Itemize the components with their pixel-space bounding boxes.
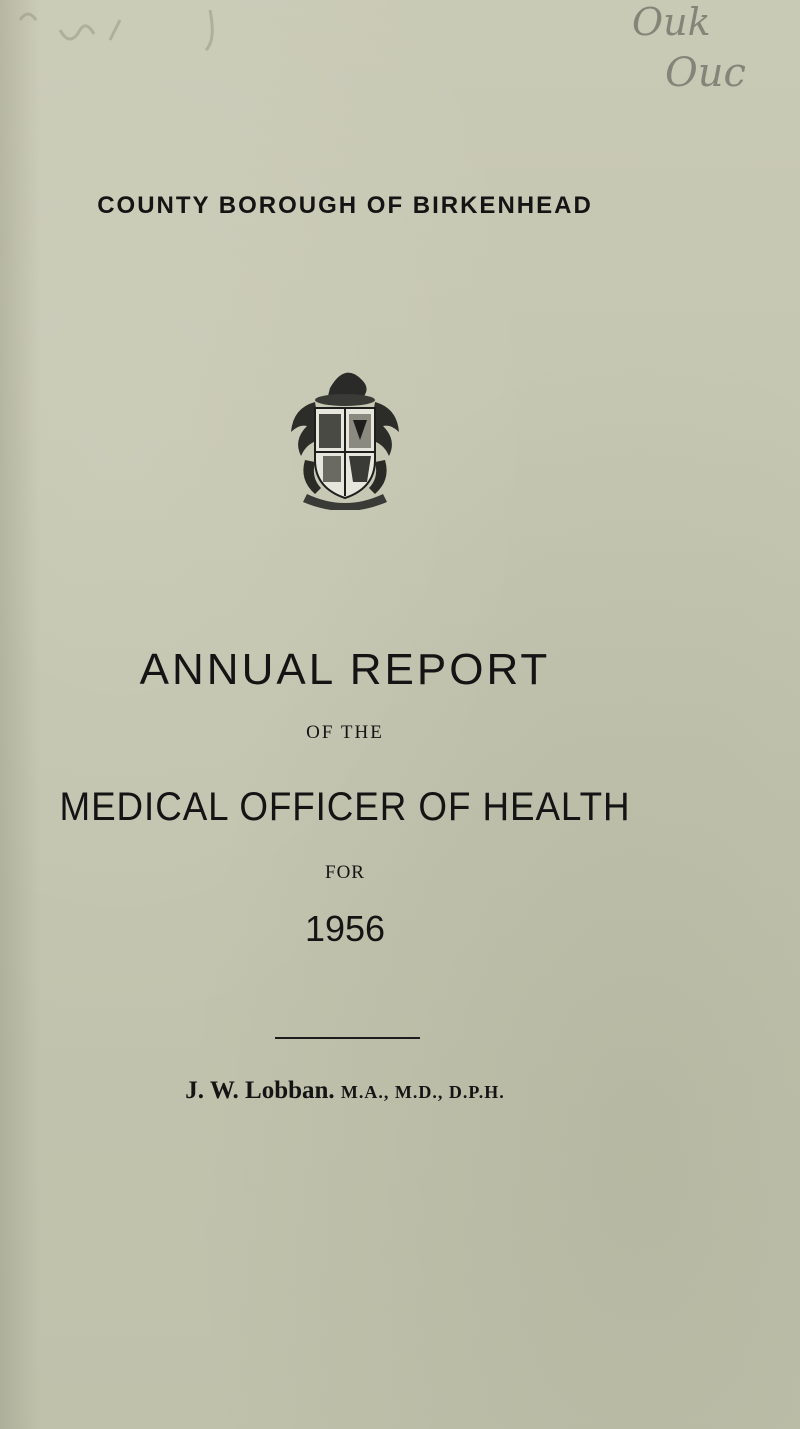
handwritten-mark: Ouc: [665, 50, 746, 96]
handwritten-mark: Ouk: [632, 0, 711, 44]
title-for: FOR: [325, 862, 365, 883]
author-qualifications: M.A., M.D., D.P.H.: [340, 1082, 505, 1102]
report-year: 1956: [304, 908, 386, 949]
county-heading: COUNTY BOROUGH OF BIRKENHEAD: [97, 192, 593, 219]
author-line: [0, 1077, 690, 1105]
author-name: J. W. Lobban.: [185, 1077, 335, 1104]
divider-rule: [275, 1037, 420, 1039]
coat-of-arms-icon: [285, 360, 405, 510]
title-medical-officer: MEDICAL OFFICER OF HEALTH: [59, 785, 631, 829]
faint-pencil-marks: [0, 0, 300, 70]
title-annual-report: ANNUAL REPORT: [139, 645, 551, 694]
title-of-the: OF THE: [306, 722, 384, 743]
